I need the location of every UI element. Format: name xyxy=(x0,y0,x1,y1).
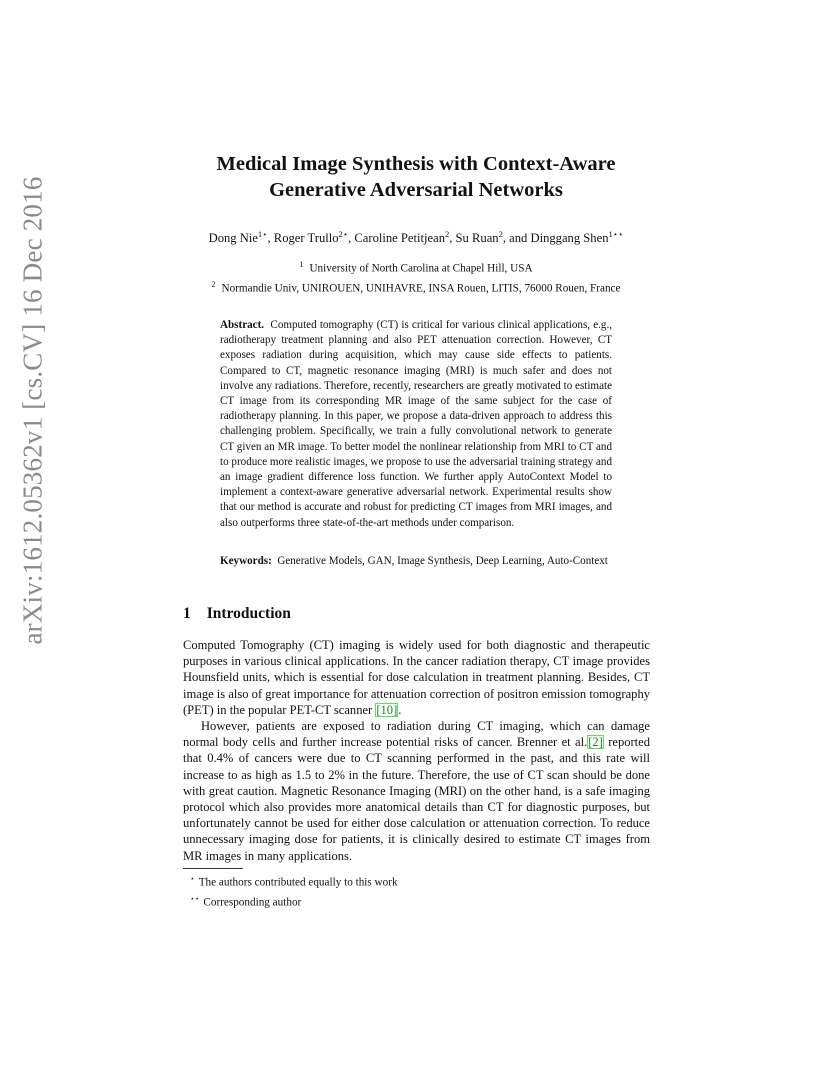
affiliation-sup: 1 xyxy=(299,260,304,269)
footnote-rule xyxy=(183,868,243,869)
paper-title xyxy=(140,151,692,203)
author-sup: 2 xyxy=(498,229,503,239)
author-name: Roger Trullo xyxy=(273,231,339,246)
author-sup: 1⋆⋆ xyxy=(608,229,624,239)
paragraph-text: reported that 0.4% of cancers were due to CT scanning performed in the past, and this rate will increase to as high as 1.5 to 2% in the future. Therefore, the use of CT scan should be done with great caution. Magnetic Resonance Imaging (MRI) on the other hand, is a safe imaging protocol which also provides more anatomical details than CT for diagnostic purposes, but unfortunately cannot be used for either dose calculation or attenuation correction. To reduce unnecessary imaging dose for patients, it is clinically desired to estimate CT images from MR images in many applications. xyxy=(183,735,651,863)
affiliation xyxy=(120,277,712,297)
author-sup: 2⋆ xyxy=(338,229,349,239)
footnote-text: Corresponding author xyxy=(203,896,302,909)
affiliation-sup: 2 xyxy=(211,279,216,289)
arxiv-id: arXiv:1612.05362v1 [cs.CV] 16 Dec 2016 xyxy=(17,175,48,645)
footnotes xyxy=(190,871,398,910)
author-sep: , xyxy=(449,231,456,246)
footnote-text: The authors contributed equally to this work xyxy=(198,876,398,889)
affiliation-text: University of North Carolina at Chapel Hill, USA xyxy=(309,262,533,275)
keywords-text: Generative Models, GAN, Image Synthesis, Deep Learning, Auto-Context xyxy=(277,555,608,567)
keywords xyxy=(220,554,612,569)
footnote xyxy=(190,891,398,911)
arxiv-stamp xyxy=(8,60,58,760)
citation-link[interactable]: [10] xyxy=(376,702,398,717)
citation-link[interactable]: [2] xyxy=(588,735,603,750)
paragraph-text: However, patients are exposed to radiation during CT imaging, which can damage normal body cells and further increase potential risks of cancer. Brenner et al. xyxy=(183,719,650,750)
affiliation xyxy=(120,257,712,277)
affiliations xyxy=(120,257,712,296)
footnote-mark: ⋆⋆ xyxy=(190,893,200,903)
affiliation-text: Normandie Univ, UNIROUEN, UNIHAVRE, INSA Rouen, LITIS, 76000 Rouen, France xyxy=(221,282,621,295)
footnote-mark: ⋆ xyxy=(190,874,195,883)
abstract-label: Abstract. xyxy=(220,319,265,331)
author-sup: 2 xyxy=(445,229,450,239)
paragraph xyxy=(183,718,650,864)
section-number: 1 xyxy=(183,605,191,622)
author-list xyxy=(120,229,712,246)
author-name: Dinggang Shen xyxy=(530,231,609,246)
paragraph-text: Computed Tomography (CT) imaging is widely used for both diagnostic and therapeutic purposes in various clinical applications. In the cancer radiation therapy, CT image provides Hounsfield units, which is essential for dose calculation in treatment planning. Besides, CT image is also of great importance for attenuation correction of positron emission tomography (PET) in the popular PET-CT scanner xyxy=(183,638,650,717)
author-name: Caroline Petitjean xyxy=(354,231,445,246)
introduction-body xyxy=(183,637,650,864)
abstract-text: Computed tomography (CT) is critical for various clinical applications, e.g., radiotherapy treatment planning and also PET attenuation correction. However, CT exposes radiation during acquisition, which may cause side effects to patients. Compared to CT, magnetic resonance imaging (MRI) is much safer and does not involve any radiations. Therefore, recently, researchers are greatly motivated to estimate CT image from its corresponding MR image of the same subject for the case of radiotherapy planning. In this paper, we propose a data-driven approach to address this challenging problem. Specifically, we train a fully convolutional network to generate CT given an MR image. To better model the nonlinear relationship from MRI to CT and to produce more realistic images, we propose to use the adversarial training strategy and an image gradient difference loss function. We further apply AutoContext Model to implement a context-aware generative adversarial network. Experimental results show that our method is accurate and robust for predicting CT images from MRI images, and also outperforms three state-of-the-art methods under comparison. xyxy=(220,319,613,529)
title-line: Generative Adversarial Networks xyxy=(269,179,563,201)
footnote xyxy=(190,871,398,891)
author-sep: , xyxy=(348,231,355,246)
author-sep: , xyxy=(267,231,274,246)
author-name: Su Ruan xyxy=(455,231,499,246)
abstract xyxy=(220,318,612,531)
keywords-label: Keywords: xyxy=(220,555,272,567)
section-heading xyxy=(183,605,291,623)
author-sup: 1⋆ xyxy=(257,229,268,239)
paragraph xyxy=(183,637,650,718)
section-title: Introduction xyxy=(206,605,291,622)
title-line: Medical Image Synthesis with Context-Aware xyxy=(216,153,616,175)
author-sep: , and xyxy=(502,231,531,246)
author-name: Dong Nie xyxy=(208,231,258,246)
paragraph-text: . xyxy=(398,702,402,717)
